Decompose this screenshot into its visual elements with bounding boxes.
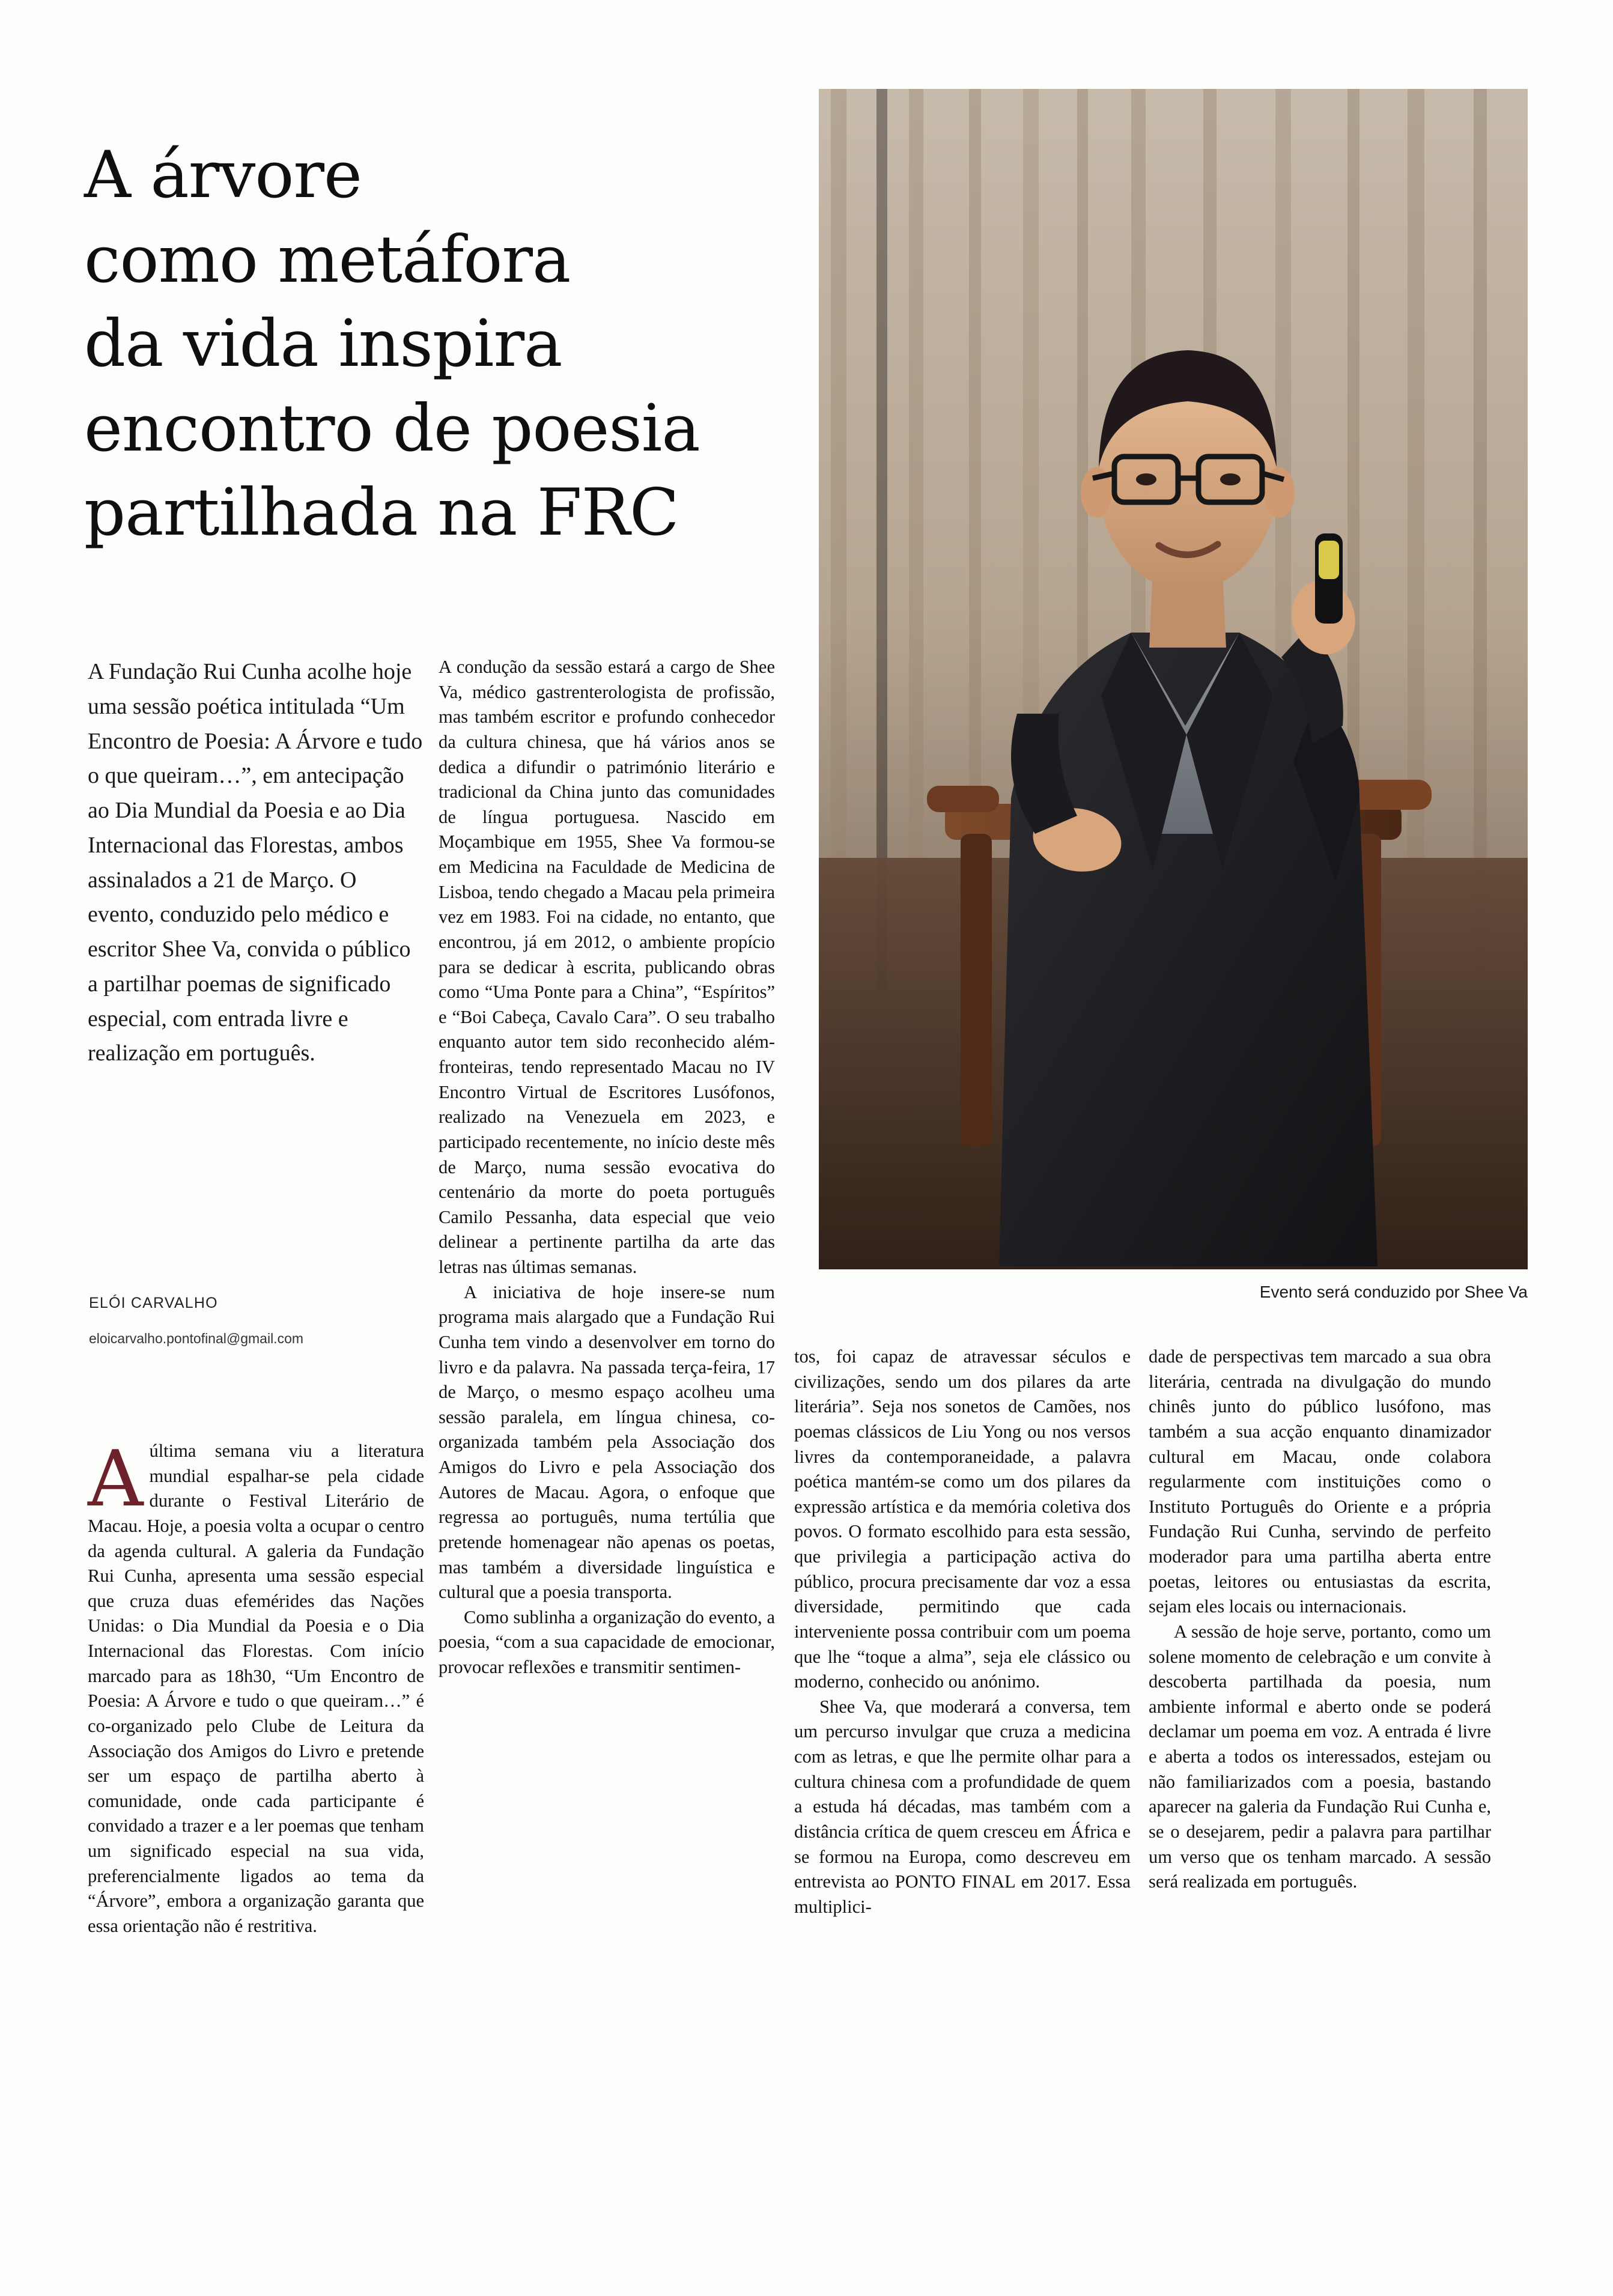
- headline-line-4: encontro de poesia: [84, 390, 700, 466]
- paragraph: Como sublinha a organização do evento, a poesia, “com a sua capacidade de emocionar, provocar reflexões e transmitir sentimen-: [439, 1606, 775, 1677]
- headline-line-5: partilhada na FRC: [84, 475, 679, 550]
- paragraph: [88, 1435, 424, 1939]
- byline-email[interactable]: eloicarvalho.pontofinal@gmail.com: [89, 1331, 304, 1346]
- headline-line-2: como metáfora: [84, 222, 571, 297]
- paragraph: A condução da sessão estará a cargo de Shee Va, médico gastrenterologista de profissão, mas também escritor e profundo conhecedor da cultura chinesa, que há vários anos se dedica a difundir o património literário e tradicional da China junto das comunidades de língua portuguesa. Nascido em Moçambique em 1955, Shee Va formou-se em Medicina na Faculdade de Medicina de Lisboa, tendo chegado a Macau pela primeira vez em 1983. Foi na cidade, no entanto, que encontrou, já em 2012, o ambiente propício para se dedicar à escrita, publicando obras como “Uma Ponte para a China”, “Espíritos” e “Boi Cabeça, Cavalo Cara”. O seu trabalho enquanto autor tem sido reconhecido além-fronteiras, tendo representado Macau no IV Encontro Virtual de Escritores Lusófonos, realizado na Venezuela em 2023, e participado recentemente, no início deste mês de Março, numa sessão evocativa do centenário da morte do poeta português Camilo Pessanha, data especial que veio delinear a pertinente partilha da arte das letras nas últimas semanas.: [439, 657, 775, 1277]
- byline-author: ELÓI CARVALHO: [89, 1295, 218, 1311]
- headline-line-3: da vida inspira: [84, 306, 562, 382]
- paragraph: A sessão de hoje serve, portanto, como um solene momento de celebração e um convite à descoberta partilhada da poesia, num ambiente informal e aberto onde se poderá declamar um poema em voz. A entrada é livre e aberta a todos os interessados, estejam ou não familiarizados com a poesia, bastando aparecer na galeria da Fundação Rui Cunha e, se o desejarem, pedir a palavra para partilhar um verso que os tenham marcado. A sessão será realizada em português.: [1149, 1621, 1491, 1892]
- body-column-4: [1149, 1344, 1491, 2240]
- body-column-2: [439, 655, 775, 2235]
- photo-image: [819, 89, 1528, 1269]
- photo-caption: Evento será conduzido por Shee Va: [1259, 1283, 1528, 1301]
- article-photo: [819, 89, 1528, 1269]
- headline-line-1: A árvore: [84, 138, 362, 213]
- paragraph: dade de perspectivas tem marcado a sua obra literária, centrada na divulgação do mundo chinês junto do público lusófono, mas também a sua acção enquanto dinamizador cultural em Macau, onde colabora regularmente com instituições como o Instituto Português do Oriente e a própria Fundação Rui Cunha, servindo de perfeito moderador para uma partilha aberta entre poetas, leitores ou entusiastas da escrita, sejam eles locais ou internacionais.: [1149, 1346, 1491, 1617]
- paragraph: A iniciativa de hoje insere-se num programa mais alargado que a Fundação Rui Cunha tem vindo a desenvolver em torno do livro e da palavra. Na passada terça-feira, 17 de Março, o mesmo espaço acolheu uma sessão paralela, em língua chinesa, co-organizada também pela Associação dos Amigos do Livro e pela Associação dos Autores de Macau. Agora, o enfoque que regressa ao português, numa tertúlia que pretende homenagear não apenas os poetas, mas também a diversidade linguística e cultural que a poesia transporta.: [439, 1281, 775, 1603]
- lead-paragraph: [88, 655, 424, 1071]
- paragraph: Shee Va, que moderará a conversa, tem um percurso invulgar que cruza a medicina com as letras, e que lhe permite olhar para a cultura chinesa com a profundidade de quem a estuda há décadas, mas também com a distância crítica de quem cresceu em África e se formou na Europa, como descreveu em entrevista ao PONTO FINAL em 2017. Essa multiplici-: [794, 1696, 1131, 1917]
- paragraph: tos, foi capaz de atravessar séculos e civilizações, sendo um dos pilares da arte literária”. Seja nos sonetos de Camões, nos poemas clássicos de Liu Yong ou nos versos livres da contemporaneidade, a palavra poética mantém-se como um dos pilares da expressão artística e da memória coletiva dos povos. O formato escolhido para esta sessão, que privilegia a participação activa do público, procura precisamente dar voz a essa diversidade, permitindo que cada interveniente possa contribuir com um poema que lhe “toque a alma”, seja ele clássico ou moderno, conhecido ou anónimo.: [794, 1346, 1131, 1692]
- body-column-3: [794, 1344, 1131, 2240]
- lead-text: A Fundação Rui Cunha acolhe hoje uma sessão poética intitulada “Um Encontro de Poesia: A Árvore e tudo o que queiram…”, em antecipação ao Dia Mundial da Poesia e ao Dia Internacional das Florestas, ambos assinalados a 21 de Março. O evento, conduzido pelo médico e escritor Shee Va, convida o público a partilhar poemas de significado especial, com entrada livre e realização em português.: [88, 659, 423, 1066]
- photo-illustration: [819, 89, 1528, 1269]
- paragraph-text: última semana viu a literatura mundial espalhar-se pela cidade durante o Festival Literário de Macau. Hoje, a poesia volta a ocupar o centro da agenda cultural. A galeria da Fundação Rui Cunha, apresenta uma sessão especial que cruza duas efemérides das Nações Unidas: o Dia Mundial da Poesia e o Dia Internacional das Florestas. Com início marcado para as 18h30, “Um Encontro de Poesia: A Árvore e tudo o que queiram…” é co-organizado pelo Clube de Leitura da Associação dos Amigos do Livro e pretende ser um espaço de partilha aberto à comunidade, onde cada participante é convidado a trazer e a ler poemas que tenham um significado especial na sua vida, preferencialmente ligados ao tema da “Árvore”, embora a organização garanta que essa orientação não é restritiva.: [88, 1441, 424, 1936]
- body-column-1: [88, 1435, 424, 2232]
- drop-cap: A: [88, 1435, 144, 1524]
- page-title: [84, 133, 799, 555]
